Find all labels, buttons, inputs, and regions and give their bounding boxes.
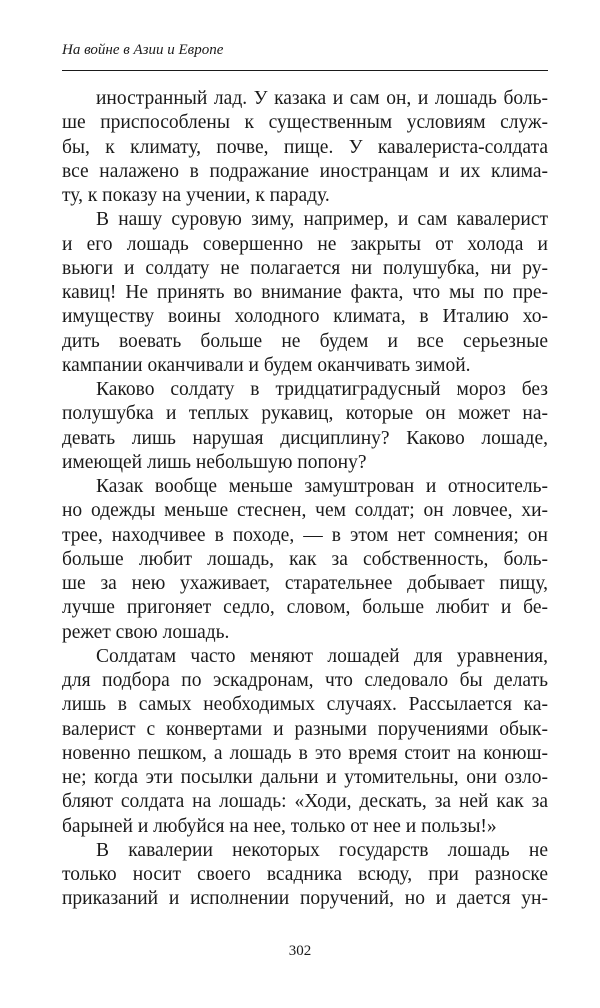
paragraph [62,208,548,378]
text-line: вьюги и солдату не полагается ни полушубка, ни ру- [62,257,548,279]
text-line: бляют солдата на лошадь: «Ходи, дескать, за ней как за [62,791,548,813]
text-line: ше за нею ухаживает, старательнее добывает пищу, [62,573,548,594]
text-line: девать лишь нарушая дисциплину? Каково лошаде, [62,427,548,449]
text-line: приказаний и исполнении поручений, но и дается ун- [62,888,548,910]
text-line: кампании оканчивали и будем оканчивать зимой. [62,354,471,376]
text-line: Солдатам часто меняют лошадей для уравнения, [96,645,548,667]
text-line: трее, находчивее в походе, — в этом нет сомнения; он [62,524,548,546]
text-line: все налажено в подражание иностранцам и их клима- [62,160,548,182]
text-line: В кавалерии некоторых государств лошадь не [96,839,548,861]
text-line: лучше пригоняет седло, словом, больше любит и бе- [62,597,548,619]
text-line: дить воевать больше не будем и все серьезные [62,330,548,352]
header-rule [62,70,548,71]
paragraph [62,87,548,208]
text-line: новенно пешком, а лошадь в это время стоит на конюш- [62,742,548,764]
text-line: лишь в самых необходимых случаях. Рассылается ка- [62,694,548,716]
text-line: не; когда эти посылки дальни и утомительны, они озло- [62,767,548,788]
page-number: 302 [288,943,312,959]
text-line: ше приспособлены к существенным условиям служ- [62,112,548,134]
text-line: имеющей лишь небольшую попону? [62,451,367,473]
text-line: В нашу суровую зиму, например, и сам кавалерист [96,209,548,231]
paragraph [62,475,548,645]
text-line: имуществу воины холодного климата, в Италию хо- [62,306,548,328]
body-text [62,87,548,912]
text-line: кавиц! Не принять во внимание факта, что мы по пре- [62,282,548,303]
paragraph [62,839,548,912]
text-line: режет свою лошадь. [62,621,230,643]
text-line: полушубка и теплых рукавиц, которые он может на- [62,403,548,425]
paragraph [62,378,548,475]
text-line: барыней и любуйся на нее, только от нее и пользы!» [62,815,497,837]
text-line: для подбора по эскадронам, что следовало бы делать [62,670,548,691]
text-line: валерист с конвертами и разными поручениями обык- [62,718,548,740]
text-line: бы, к климату, почве, пище. У кавалериста-солдата [62,136,548,158]
text-line: Казак вообще меньше замуштрован и относитель- [96,476,548,497]
paragraph [62,645,548,839]
text-line: только носит своего всадника всюду, при разноске [62,864,548,885]
text-line: но одежды меньше стеснен, чем солдат; он ловчее, хи- [62,500,548,522]
text-line: иностранный лад. У казака и сам он, и лошадь боль- [96,88,548,109]
text-line: ту, к показу на учении, к параду. [62,185,330,206]
text-line: больше любит лошадь, как за собственность, боль- [62,548,548,570]
text-line: Каково солдату в тридцатиградусный мороз без [96,379,548,400]
text-line: и его лошадь совершенно не закрыты от холода и [62,233,548,255]
running-head: На войне в Азии и Европе [62,42,224,58]
